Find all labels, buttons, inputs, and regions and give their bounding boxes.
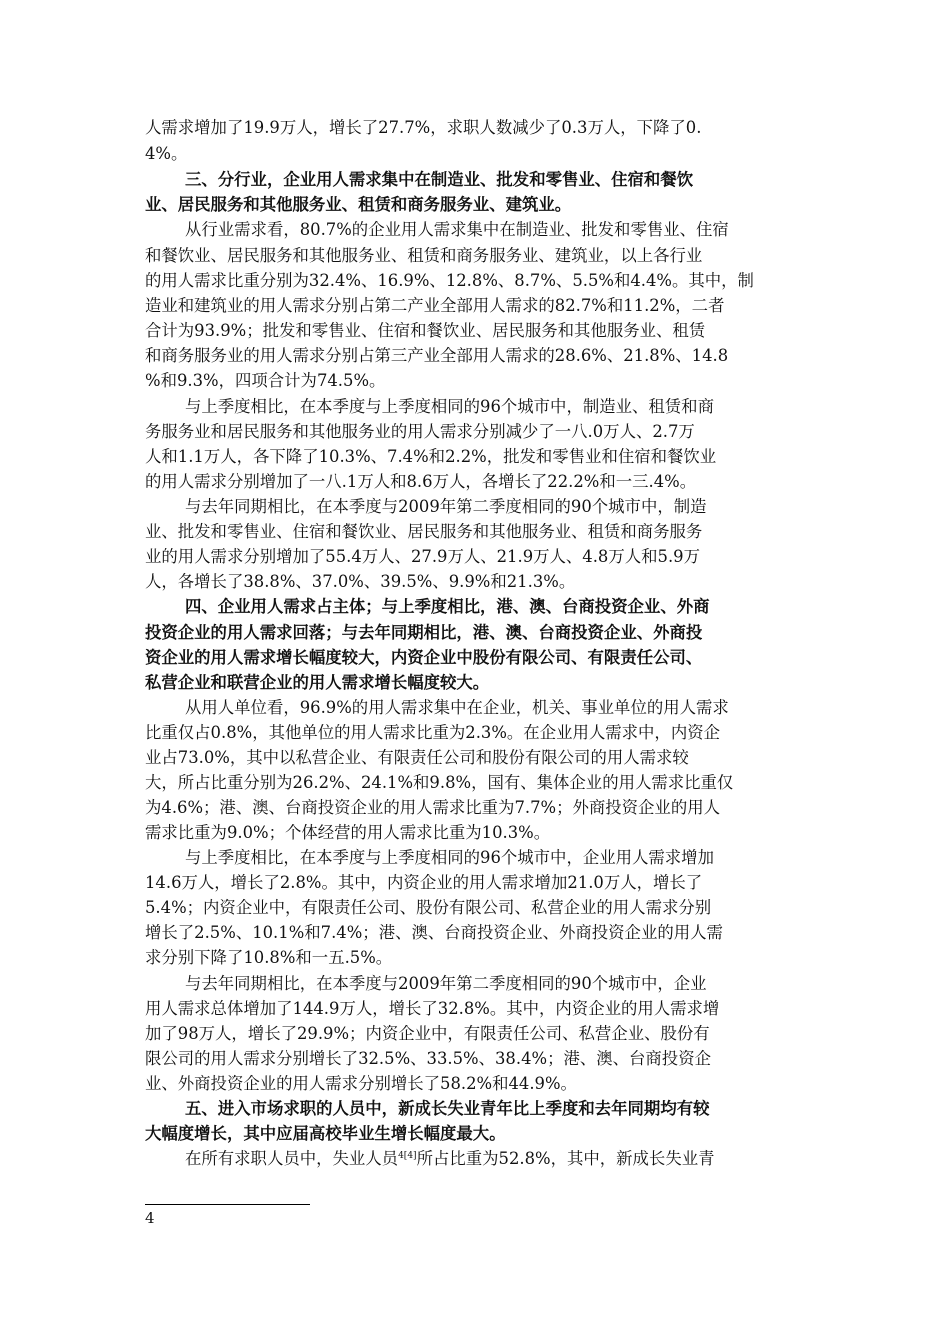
text-line: 限公司的用人需求分别增长了32.5%、33.5%、38.4%；港、澳、台商投资企 [145,1049,711,1068]
section-heading: 大幅度增长，其中应届高校毕业生增长幅度最大。 [145,1124,506,1143]
text-line: 与去年同期相比，在本季度与2009年第二季度相同的90个城市中，企业 [185,974,707,993]
text-line: 增长了2.5%、10.1%和7.4%；港、澳、台商投资企业、外商投资企业的用人需 [145,923,723,942]
text-line: 造业和建筑业的用人需求分别占第二产业全部用人需求的82.7%和11.2%，二者 [145,296,725,315]
section-heading: 四、企业用人需求占主体；与上季度相比，港、澳、台商投资企业、外商 [185,597,710,616]
text-line: 业的用人需求分别增加了55.4万人、27.9万人、21.9万人、4.8万人和5.9万 [145,547,700,566]
section-heading: 私营企业和联营企业的用人需求增长幅度较大。 [145,673,490,692]
text-line: 与上季度相比，在本季度与上季度相同的96个城市中，制造业、租赁和商 [185,397,714,416]
text-line: 人，各增长了38.8%、37.0%、39.5%、9.9%和21.3%。 [145,572,576,591]
text-line: 人和1.1万人，各下降了10.3%、7.4%和2.2%，批发和零售业和住宿和餐饮业 [145,447,717,466]
text-line: 大，所占比重分别为26.2%、24.1%和9.8%，国有、集体企业的用人需求比重仅 [145,773,734,792]
text-line: 务服务业和居民服务和其他服务业的用人需求分别减少了一八.0万人、2.7万 [145,422,695,441]
text-line: 的用人需求比重分别为32.4%、16.9%、12.8%、8.7%、5.5%和4.4%。其中，制 [145,271,754,290]
text-line: 和餐饮业、居民服务和其他服务业、租赁和商务服务业、建筑业，以上各行业 [145,246,703,265]
text-line: 需求比重为9.0%；个体经营的用人需求比重为10.3%。 [145,823,551,842]
text-line: 与去年同期相比，在本季度与2009年第二季度相同的90个城市中，制造 [185,497,707,516]
text-line: 从用人单位看，96.9%的用人需求集中在企业，机关、事业单位的用人需求 [185,698,729,717]
text-line: 从行业需求看，80.7%的企业用人需求集中在制造业、批发和零售业、住宿 [185,220,729,239]
text-line: 求分别下降了10.8%和一五.5%。 [145,948,393,967]
text-line: 的用人需求分别增加了一八.1万人和8.6万人，各增长了22.2%和一三.4%。 [145,472,697,491]
text-line: 人需求增加了19.9万人，增长了27.7%，求职人数减少了0.3万人，下降了0. [145,118,702,137]
section-heading: 业、居民服务和其他服务业、租赁和商务服务业、建筑业。 [145,195,572,214]
text-run: 所占比重为52.8%，其中，新成长失业青 [416,1149,715,1168]
text-line: 加了98万人，增长了29.9%；内资企业中，有限责任公司、私营企业、股份有 [145,1024,710,1043]
text-line: 业占73.0%，其中以私营企业、有限责任公司和股份有限公司的用人需求较 [145,748,689,767]
text-line: 14.6万人，增长了2.8%。其中，内资企业的用人需求增加21.0万人，增长了 [145,873,703,892]
footnote: 4 [145,1209,155,1227]
section-heading: 三、分行业，企业用人需求集中在制造业、批发和零售业、住宿和餐饮 [185,170,694,189]
text-line: 与上季度相比，在本季度与上季度相同的96个城市中，企业用人需求增加 [185,848,714,867]
text-line: 5.4%；内资企业中，有限责任公司、股份有限公司、私营企业的用人需求分别 [145,898,712,917]
text-line: 比重仅占0.8%，其他单位的用人需求比重为2.3%。在企业用人需求中，内资企 [145,723,720,742]
text-line: 业、外商投资企业的用人需求分别增长了58.2%和44.9%。 [145,1074,577,1093]
text-line [185,1147,715,1171]
text-line: 为4.6%；港、澳、台商投资企业的用人需求比重为7.7%；外商投资企业的用人 [145,798,720,817]
text-line: 合计为93.9%；批发和零售业、住宿和餐饮业、居民服务和其他服务业、租赁 [145,321,706,340]
text-run: 在所有求职人员中，失业人员 [185,1149,399,1168]
footnote-reference[interactable]: 4[4] [398,1151,417,1161]
text-line: 4%。 [145,144,188,163]
text-line: %和9.3%，四项合计为74.5%。 [145,371,386,390]
text-line: 和商务服务业的用人需求分别占第三产业全部用人需求的28.6%、21.8%、14.8 [145,346,729,365]
footnote-separator [145,1204,310,1205]
section-heading: 五、进入市场求职的人员中，新成长失业青年比上季度和去年同期均有较 [185,1099,710,1118]
section-heading: 投资企业的用人需求回落；与去年同期相比，港、澳、台商投资企业、外商投 [145,623,703,642]
text-line: 用人需求总体增加了144.9万人，增长了32.8%。其中，内资企业的用人需求增 [145,999,720,1018]
text-line: 业、批发和零售业、住宿和餐饮业、居民服务和其他服务业、租赁和商务服务 [145,522,703,541]
section-heading: 资企业的用人需求增长幅度较大，内资企业中股份有限公司、有限责任公司、 [145,648,703,667]
